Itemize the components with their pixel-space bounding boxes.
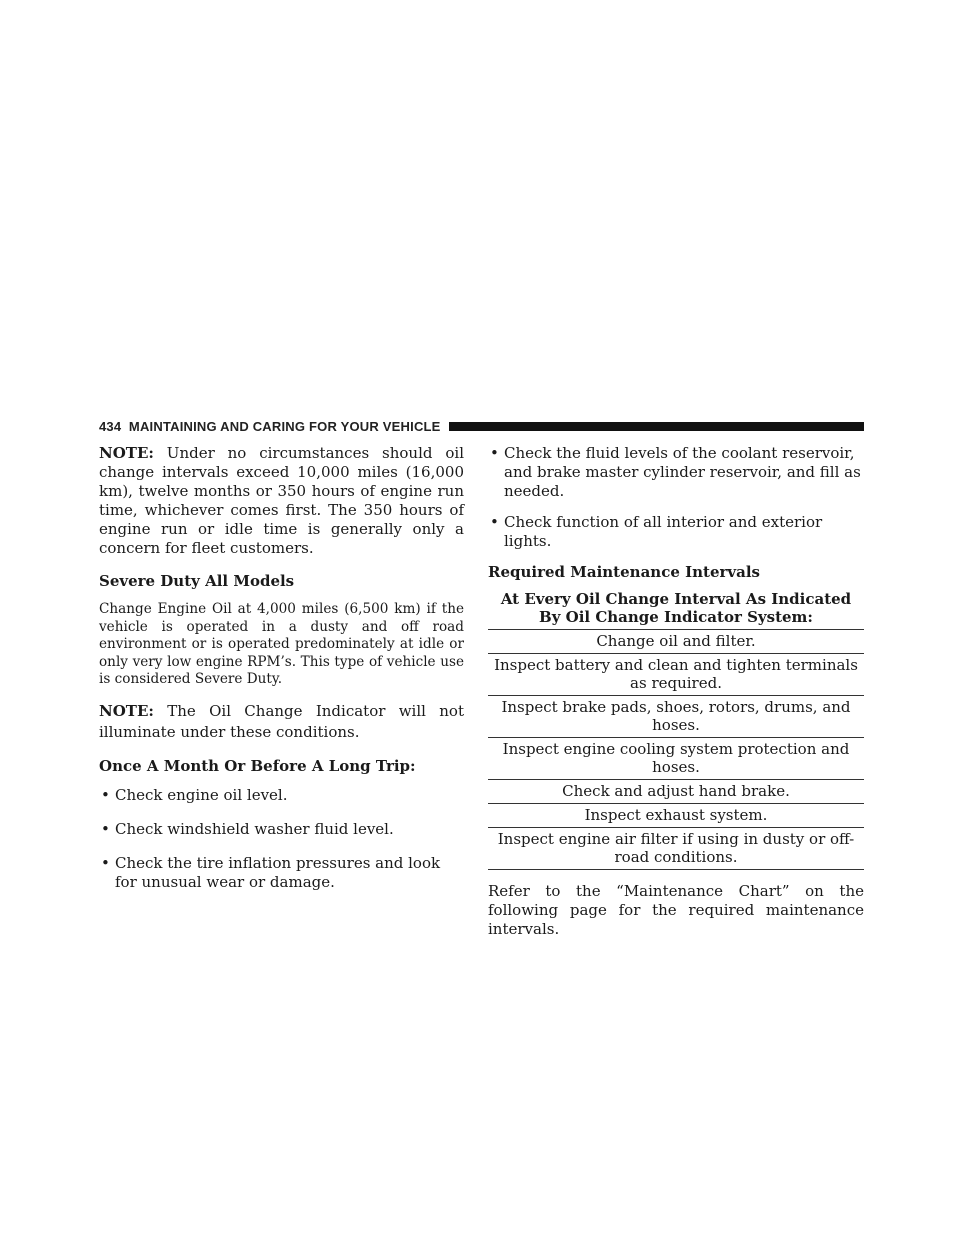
note-text: The Oil Change Indicator will not illuminate under these conditions. — [99, 701, 464, 741]
table-header-cell: At Every Oil Change Interval As Indicated By Oil Change Indicator System: — [488, 588, 864, 630]
table-cell: Inspect battery and clean and tighten terminals as required. — [488, 654, 864, 696]
page-number: 434 — [99, 418, 122, 434]
intervals-heading: Required Maintenance Intervals — [488, 563, 760, 581]
maintenance-table — [488, 588, 864, 870]
table-row — [488, 828, 864, 870]
monthly-check-list — [99, 786, 464, 892]
table-cell: Inspect engine cooling system protection and hoses. — [488, 738, 864, 780]
note-oil-indicator — [99, 701, 464, 743]
monthly-check-list-continued — [488, 444, 864, 551]
monthly-check-heading: Once A Month Or Before A Long Trip: — [99, 756, 416, 775]
note-label: NOTE: — [99, 444, 154, 462]
table-row — [488, 738, 864, 780]
list-item: • Check engine oil level. — [99, 786, 464, 805]
severe-duty-heading: Severe Duty All Models — [99, 572, 295, 590]
table-cell: Change oil and filter. — [488, 630, 864, 654]
list-item: • Check function of all interior and exterior lights. — [488, 513, 864, 551]
list-item: • Check the tire inflation pressures and look for unusual wear or damage. — [99, 854, 464, 892]
table-header-row — [488, 588, 864, 630]
table-row — [488, 804, 864, 828]
note-label: NOTE: — [99, 701, 154, 720]
note-oil-interval — [99, 444, 464, 558]
list-item: • Check windshield washer fluid level. — [99, 820, 464, 839]
table-cell: Inspect engine air filter if using in dusty or off-road conditions. — [488, 828, 864, 870]
list-item: • Check the fluid levels of the coolant reservoir, and brake master cylinder reservoir, and fill as needed. — [488, 444, 864, 501]
left-column — [99, 444, 464, 907]
right-column — [488, 444, 864, 939]
table-row — [488, 780, 864, 804]
page-header — [99, 416, 864, 436]
severe-duty-text: Change Engine Oil at 4,000 miles (6,500 km) if the vehicle is operated in a dusty and off road environment or is operated predominately at idle or only very low engine RPM’s. This type of vehicle use is considered Severe Duty. — [99, 601, 464, 687]
page-header-label — [99, 419, 449, 434]
header-rule — [449, 422, 864, 431]
table-row — [488, 696, 864, 738]
table-cell: Inspect exhaust system. — [488, 804, 864, 828]
table-cell: Check and adjust hand brake. — [488, 780, 864, 804]
refer-text: Refer to the “Maintenance Chart” on the following page for the required maintenance intervals. — [488, 882, 864, 938]
table-cell: Inspect brake pads, shoes, rotors, drums, and hoses. — [488, 696, 864, 738]
table-row — [488, 654, 864, 696]
note-text: Under no circumstances should oil change intervals exceed 10,000 miles (16,000 km), twelve months or 350 hours of engine run time, whichever comes first. The 350 hours of engine run or idle time is generally only a concern for fleet customers. — [99, 444, 464, 557]
section-title: MAINTAINING AND CARING FOR YOUR VEHICLE — [128, 418, 441, 434]
table-row — [488, 630, 864, 654]
